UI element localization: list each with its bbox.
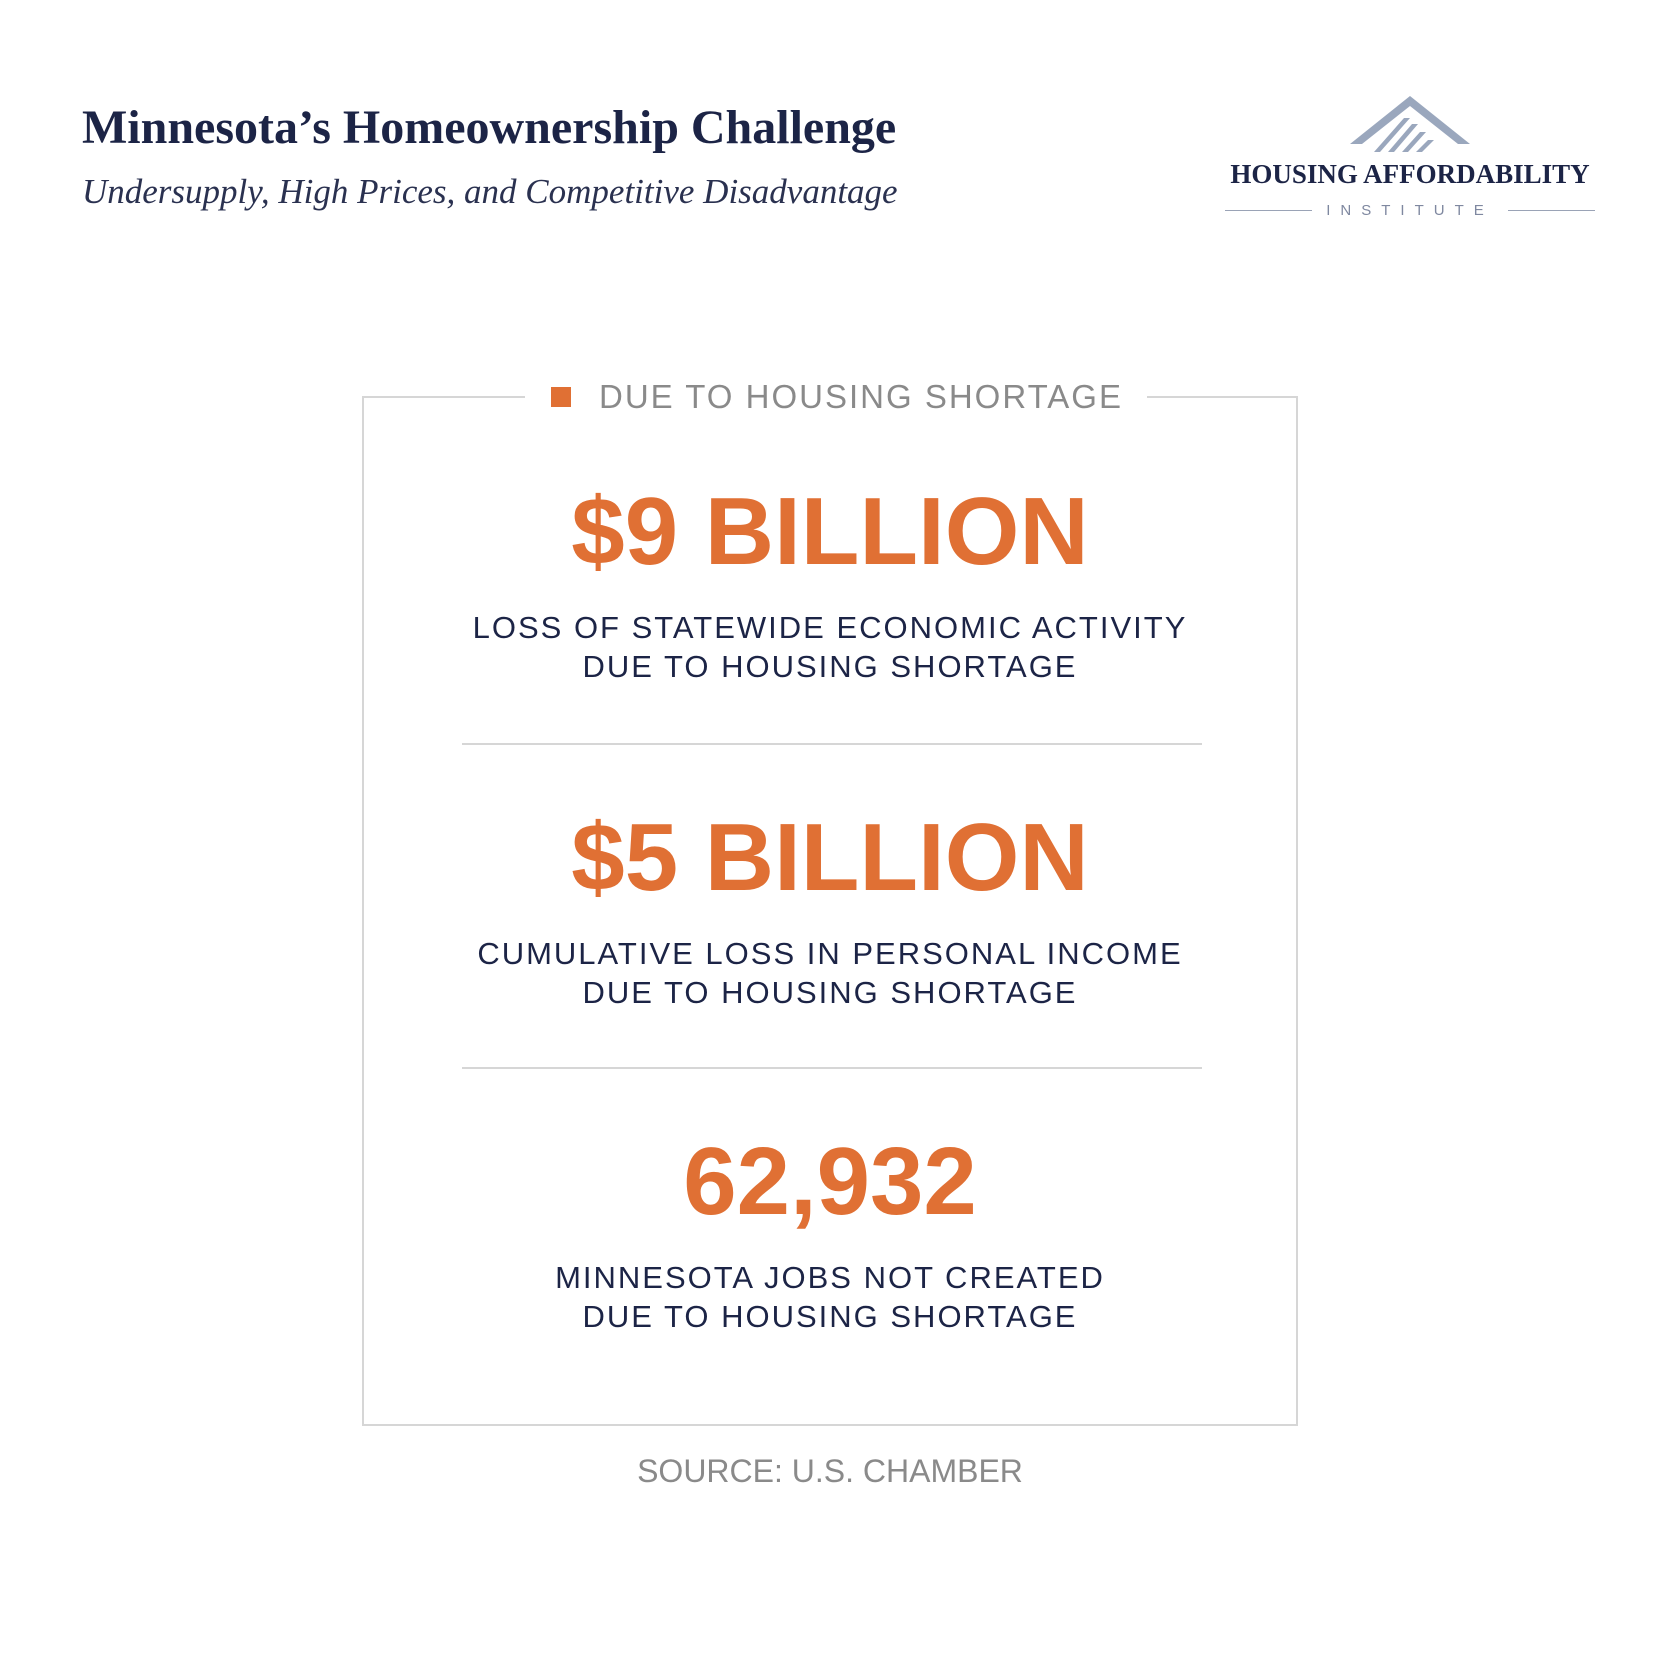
stat-description (362, 934, 1298, 1012)
stat-description-line: MINNESOTA JOBS NOT CREATED (555, 1260, 1105, 1295)
stat-divider (462, 1067, 1202, 1069)
page-title: Minnesota’s Homeownership Challenge (82, 101, 897, 154)
stat-description-line: LOSS OF STATEWIDE ECONOMIC ACTIVITY (472, 610, 1188, 645)
stat-jobs (362, 1128, 1298, 1336)
stat-description-line: DUE TO HOUSING SHORTAGE (582, 975, 1078, 1010)
stat-description-line: DUE TO HOUSING SHORTAGE (582, 1299, 1078, 1334)
stat-value: $5 BILLION (571, 804, 1089, 911)
legend-swatch (551, 387, 571, 407)
logo-rule-right (1508, 210, 1595, 211)
stat-divider (462, 743, 1202, 745)
house-roof-icon (1350, 96, 1470, 152)
stat-economic-activity (362, 478, 1298, 686)
stat-description-line: DUE TO HOUSING SHORTAGE (582, 649, 1078, 684)
logo (1225, 96, 1595, 226)
logo-name: HOUSING AFFORDABILITY (1230, 159, 1590, 189)
stat-value: $9 BILLION (571, 478, 1089, 585)
stat-description-line: CUMULATIVE LOSS IN PERSONAL INCOME (477, 936, 1183, 971)
logo-subtitle-text: INSTITUTE (1326, 201, 1494, 219)
logo-subtitle (1225, 198, 1595, 222)
card-legend (525, 374, 1147, 420)
page-subtitle: Undersupply, High Prices, and Competitive Disadvantage (82, 172, 898, 211)
legend-label: DUE TO HOUSING SHORTAGE (599, 378, 1123, 415)
logo-rule-left (1225, 210, 1312, 211)
stat-description (362, 1258, 1298, 1336)
source-note: SOURCE: U.S. CHAMBER (637, 1453, 1023, 1489)
stat-description (362, 608, 1298, 686)
stat-value: 62,932 (683, 1128, 977, 1235)
stat-personal-income (362, 804, 1298, 1012)
